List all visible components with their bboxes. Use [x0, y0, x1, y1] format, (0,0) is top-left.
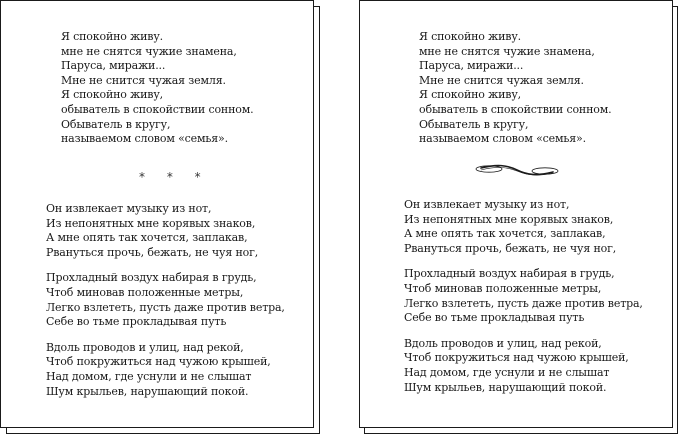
poem-line: Обыватель в кругу,	[61, 117, 171, 131]
poem-line: Вдоль проводов и улиц, над рекой,	[404, 336, 602, 350]
poem-line: Он извлекает музыку из нот,	[46, 202, 212, 215]
left-page	[0, 0, 314, 428]
poem-line: Из непонятных мне корявых знаков,	[46, 216, 256, 230]
poem-line: Шум крыльев, нарушающий покой.	[404, 380, 607, 394]
poem-line: называемом словом «семья».	[61, 132, 228, 146]
poem-line: Паруса, миражи...	[61, 59, 166, 73]
poem-line: Легко взлететь, пусть даже против ветра,	[46, 300, 285, 314]
asterism-separator: * * *	[139, 170, 210, 184]
poem-line: А мне опять так хочется, заплакав,	[46, 231, 248, 245]
poem-line: Я спокойно живу,	[419, 88, 521, 102]
poem-line: Себе во тьме прокладывая путь	[404, 311, 585, 325]
poem-line: Чтоб покружиться над чужою крышей,	[46, 355, 271, 369]
poem-line: Чтоб покружиться над чужою крышей,	[404, 351, 629, 365]
poem-line: обыватель в спокойствии сонном.	[419, 102, 612, 116]
left-stanza-2	[46, 202, 285, 399]
left-stanza-1	[61, 30, 254, 147]
stanza-gap	[404, 256, 643, 267]
poem-line: Рвануться прочь, бежать, не чуя ног,	[404, 241, 617, 255]
poem-line: Он извлекает музыку из нот,	[404, 198, 570, 211]
poem-line: мне не снятся чужие знамена,	[61, 44, 237, 58]
poem-line: Над домом, где уснули и не слышат	[46, 369, 252, 383]
poem-line: Обыватель в кругу,	[419, 117, 529, 131]
poem-line: Чтоб миновав положенные метры,	[46, 285, 244, 299]
poem-line: Себе во тьме прокладывая путь	[46, 315, 227, 329]
poem-line: Рвануться прочь, бежать, не чуя ног,	[46, 245, 259, 259]
poem-line: Чтоб миновав положенные метры,	[404, 281, 602, 295]
poem-line: А мне опять так хочется, заплакав,	[404, 227, 606, 241]
right-stanza-1	[419, 30, 612, 147]
poem-line: Прохладный воздух набирая в грудь,	[46, 271, 257, 285]
poem-line: Над домом, где уснули и не слышат	[404, 365, 610, 379]
poem-line: Вдоль проводов и улиц, над рекой,	[46, 340, 244, 354]
right-stanza-2	[404, 198, 643, 395]
stanza-gap	[46, 260, 285, 271]
poem-line: Легко взлететь, пусть даже против ветра,	[404, 296, 643, 310]
poem-line: Мне не снится чужая земля.	[419, 73, 584, 87]
poem-line: обыватель в спокойствии сонном.	[61, 102, 254, 116]
stanza-gap	[46, 330, 285, 341]
poem-line: Из непонятных мне корявых знаков,	[404, 212, 614, 226]
poem-line: Прохладный воздух набирая в грудь,	[404, 267, 615, 281]
poem-line: Я спокойно живу.	[419, 30, 521, 43]
poem-line: Паруса, миражи...	[419, 59, 524, 73]
poem-line: называемом словом «семья».	[419, 132, 586, 146]
poem-line: Шум крыльев, нарушающий покой.	[46, 384, 249, 398]
poem-line: Я спокойно живу,	[61, 88, 163, 102]
flourish-ornament-icon	[475, 162, 559, 178]
right-page	[359, 0, 673, 428]
poem-line: мне не снятся чужие знамена,	[419, 44, 595, 58]
stanza-gap	[404, 326, 643, 337]
poem-line: Мне не снится чужая земля.	[61, 73, 226, 87]
poem-line: Я спокойно живу.	[61, 30, 163, 43]
